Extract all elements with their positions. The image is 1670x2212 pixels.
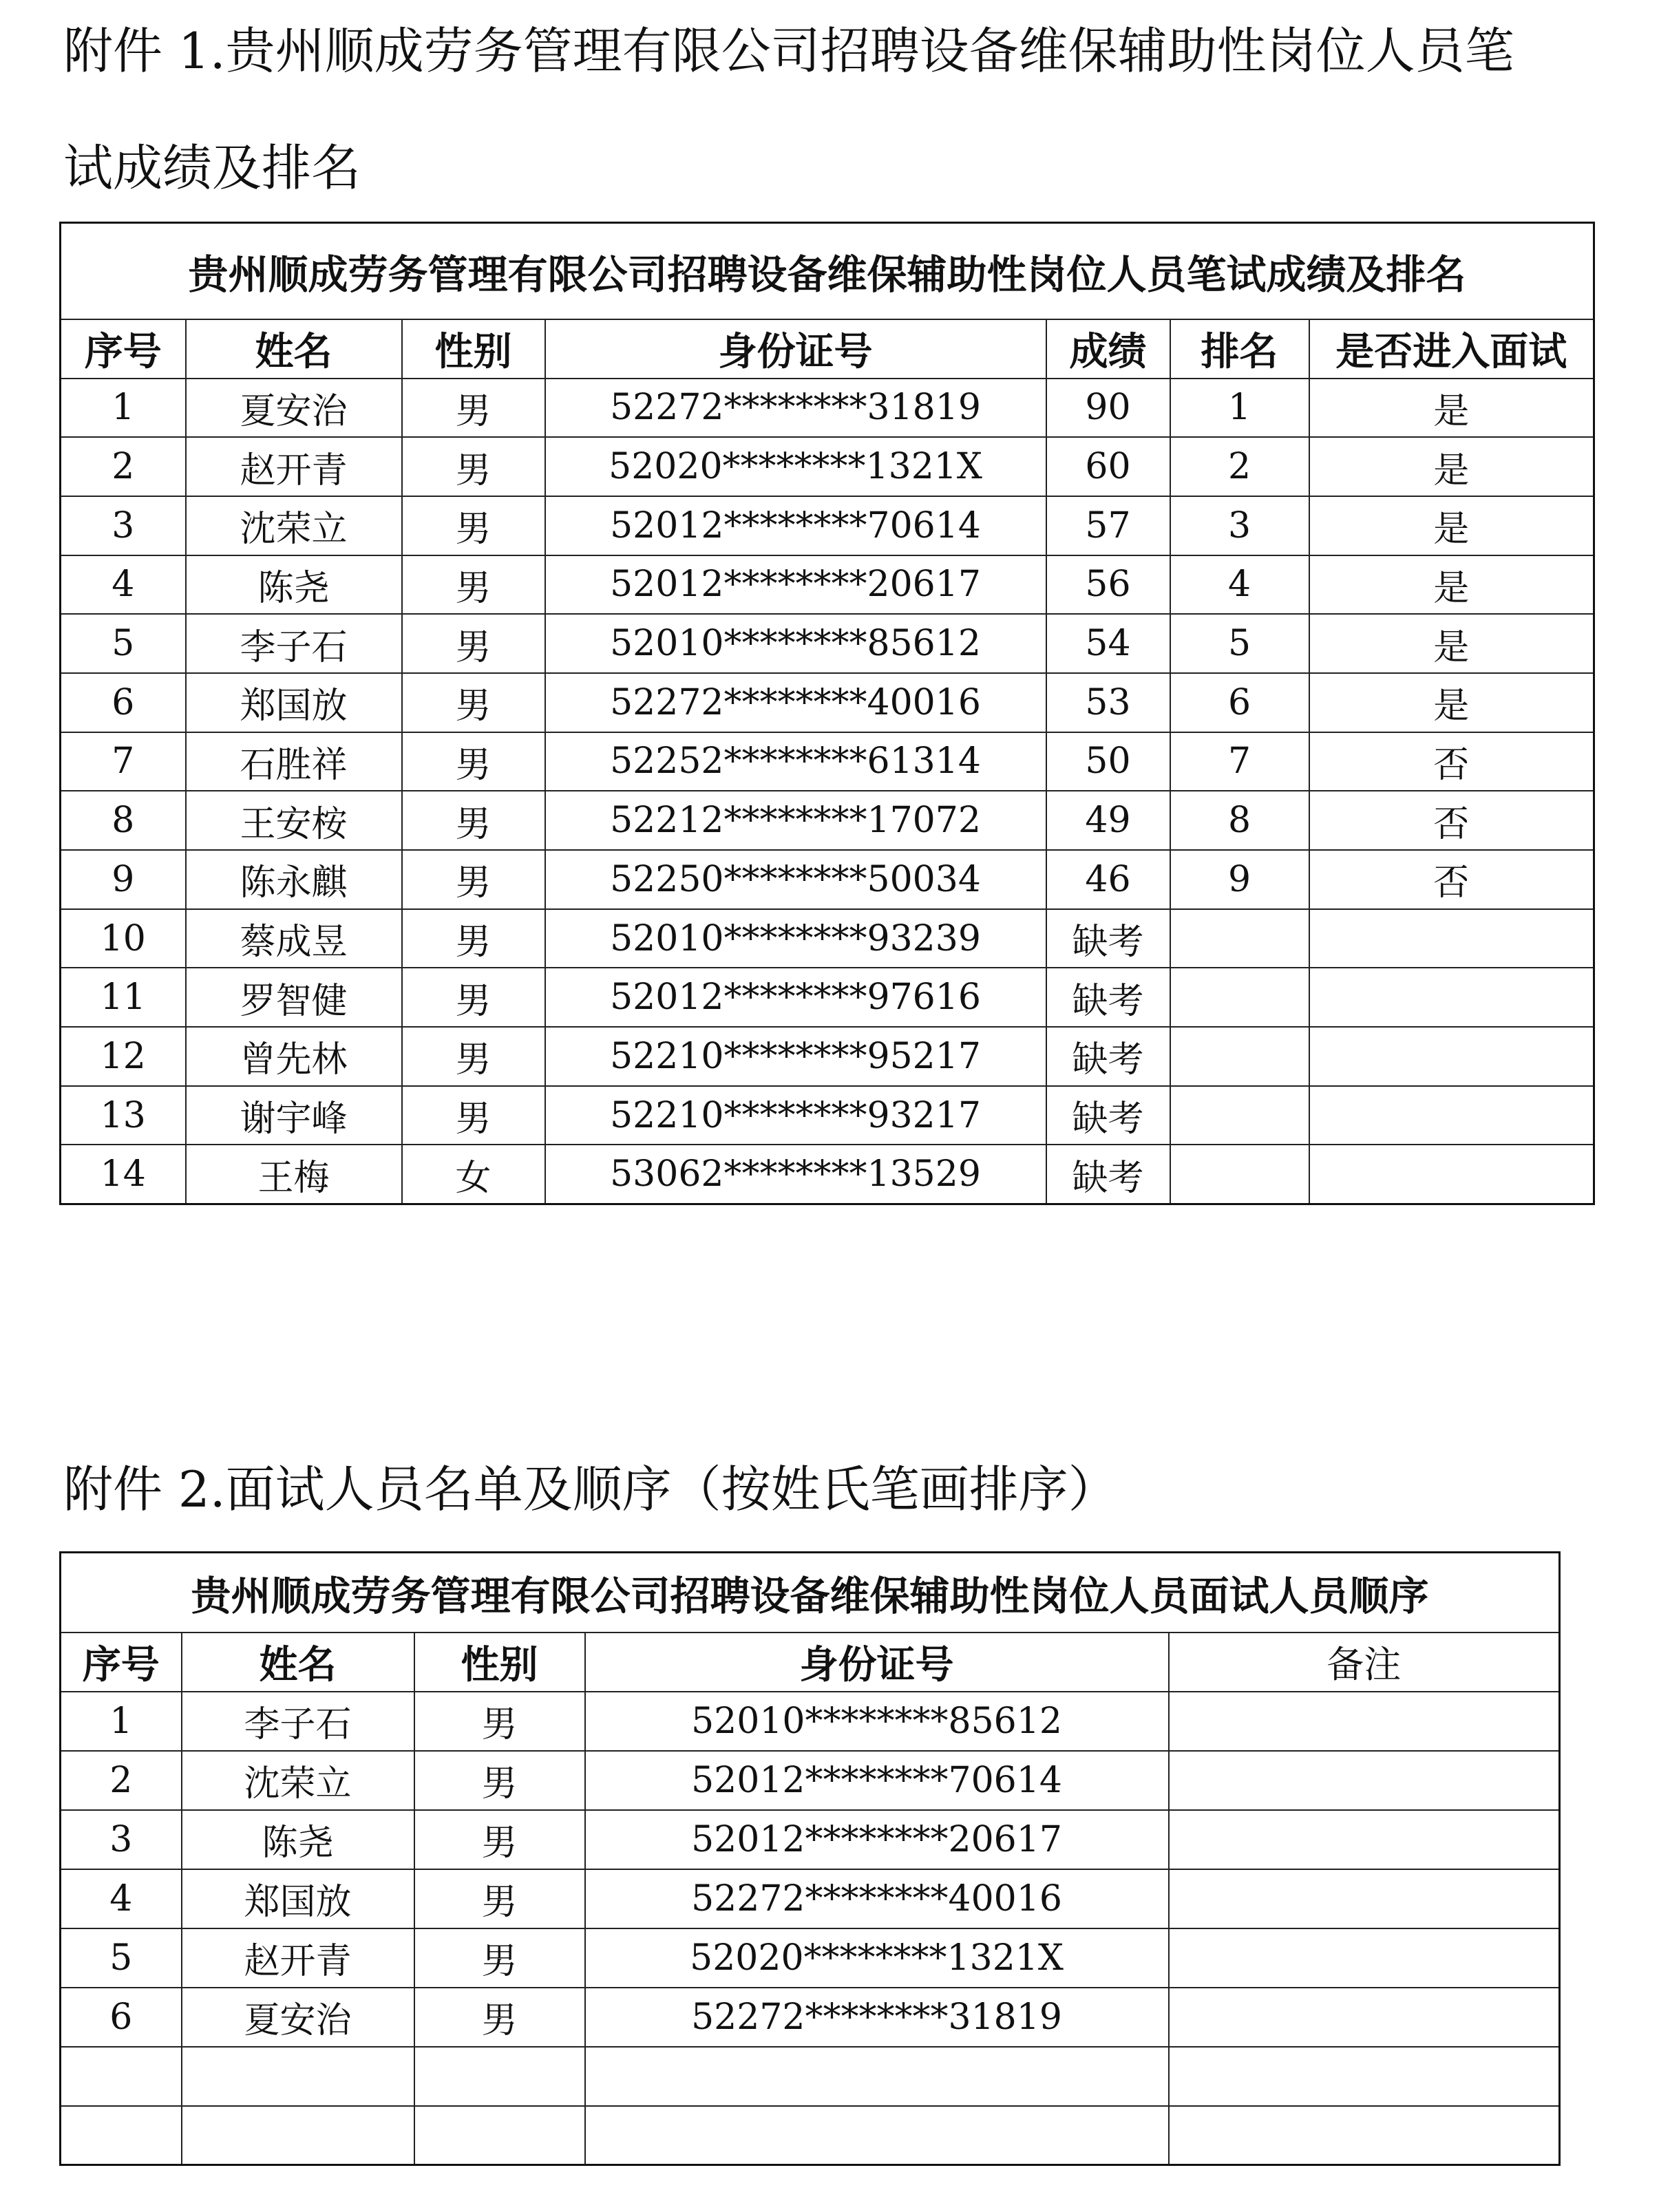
table-cell: 郑国放 — [182, 1869, 414, 1928]
table-cell: 54 — [1046, 614, 1170, 673]
table-cell: 90 — [1046, 379, 1170, 438]
table-cell — [1170, 1027, 1309, 1086]
table-cell: 52210********93217 — [545, 1086, 1046, 1145]
table-cell: 14 — [61, 1145, 186, 1204]
table-cell: 11 — [61, 968, 186, 1027]
table-row — [61, 1145, 1594, 1204]
table-cell: 石胜祥 — [186, 732, 402, 791]
table-cell: 4 — [1170, 555, 1309, 615]
table-cell: 是 — [1309, 496, 1594, 555]
table-cell: 4 — [61, 1869, 182, 1928]
table-cell: 5 — [61, 614, 186, 673]
table-cell: 10 — [61, 909, 186, 968]
table-cell — [1169, 1869, 1560, 1928]
table-cell: 缺考 — [1046, 1145, 1170, 1204]
table-cell: 曾先林 — [186, 1027, 402, 1086]
table-cell — [585, 2106, 1169, 2165]
table-cell: 李子石 — [186, 614, 402, 673]
table-cell: 5 — [1170, 614, 1309, 673]
table-cell: 男 — [402, 1086, 545, 1145]
table-row — [61, 1751, 1560, 1810]
table-cell — [61, 2047, 182, 2106]
table-cell — [182, 2106, 414, 2165]
table-cell: 是 — [1309, 555, 1594, 615]
table-cell: 男 — [414, 1988, 585, 2047]
table-cell: 男 — [414, 1928, 585, 1988]
attachment1-heading-line2: 试成绩及排名 — [63, 139, 361, 197]
table-cell — [1169, 2047, 1560, 2106]
column-header: 身份证号 — [585, 1633, 1169, 1692]
table-cell — [1169, 1751, 1560, 1810]
table-cell — [585, 2047, 1169, 2106]
table-cell: 男 — [402, 968, 545, 1027]
table-cell: 13 — [61, 1086, 186, 1145]
table-cell: 50 — [1046, 732, 1170, 791]
table-cell: 52272********40016 — [585, 1869, 1169, 1928]
table-row — [61, 732, 1594, 791]
table-cell: 52272********31819 — [545, 379, 1046, 438]
table-cell: 3 — [61, 1810, 182, 1869]
table-cell: 57 — [1046, 496, 1170, 555]
table-cell: 5 — [61, 1928, 182, 1988]
table-row — [61, 909, 1594, 968]
table-cell — [414, 2047, 585, 2106]
table-cell: 缺考 — [1046, 1086, 1170, 1145]
table-cell: 是 — [1309, 379, 1594, 438]
table-cell: 是 — [1309, 673, 1594, 732]
table-cell — [182, 2047, 414, 2106]
table-cell: 56 — [1046, 555, 1170, 615]
table-cell: 52012********70614 — [545, 496, 1046, 555]
table-cell: 8 — [1170, 791, 1309, 850]
table-title-row — [61, 223, 1594, 319]
table-cell: 52012********20617 — [585, 1810, 1169, 1869]
table-row — [61, 437, 1594, 496]
table-cell: 夏安治 — [186, 379, 402, 438]
table-cell: 7 — [1170, 732, 1309, 791]
table-header-row — [61, 1633, 1560, 1692]
table-cell: 是 — [1309, 437, 1594, 496]
table-cell — [1309, 1145, 1594, 1204]
table-row — [61, 379, 1594, 438]
table-cell: 夏安治 — [182, 1988, 414, 2047]
table-cell: 52012********97616 — [545, 968, 1046, 1027]
table-row — [61, 1027, 1594, 1086]
column-header: 序号 — [61, 319, 186, 379]
table-cell: 49 — [1046, 791, 1170, 850]
attachment1-heading-line1: 附件 1.贵州顺成劳务管理有限公司招聘设备维保辅助性岗位人员笔 — [63, 22, 1514, 80]
table-cell — [1170, 968, 1309, 1027]
table-cell — [1169, 1692, 1560, 1751]
table-row — [61, 1988, 1560, 2047]
table-cell — [1309, 909, 1594, 968]
table-cell — [1169, 1810, 1560, 1869]
column-header: 备注 — [1169, 1633, 1560, 1692]
table-cell: 2 — [61, 437, 186, 496]
table-cell: 谢宇峰 — [186, 1086, 402, 1145]
table-cell — [1170, 909, 1309, 968]
table-cell: 男 — [414, 1810, 585, 1869]
table-cell: 是 — [1309, 614, 1594, 673]
table-cell — [1169, 2106, 1560, 2165]
table-cell: 蔡成昱 — [186, 909, 402, 968]
table-row — [61, 968, 1594, 1027]
table-cell: 1 — [61, 379, 186, 438]
table-row — [61, 1928, 1560, 1988]
table-cell: 46 — [1046, 850, 1170, 909]
table-cell: 4 — [61, 555, 186, 615]
table-cell: 52252********61314 — [545, 732, 1046, 791]
table-cell: 男 — [402, 1027, 545, 1086]
attachment2-heading: 附件 2.面试人员名单及顺序（按姓氏笔画排序） — [63, 1460, 1118, 1518]
table-cell: 男 — [402, 379, 545, 438]
table-cell: 缺考 — [1046, 909, 1170, 968]
table-cell: 男 — [414, 1751, 585, 1810]
table-cell: 陈尧 — [186, 555, 402, 615]
table-cell: 男 — [402, 496, 545, 555]
table-cell: 陈尧 — [182, 1810, 414, 1869]
table-cell: 1 — [61, 1692, 182, 1751]
table-row — [61, 1692, 1560, 1751]
table-row — [61, 791, 1594, 850]
table-header-row — [61, 319, 1594, 379]
table-title: 贵州顺成劳务管理有限公司招聘设备维保辅助性岗位人员笔试成绩及排名 — [61, 223, 1594, 319]
table-cell: 缺考 — [1046, 1027, 1170, 1086]
table-cell: 60 — [1046, 437, 1170, 496]
table-title: 贵州顺成劳务管理有限公司招聘设备维保辅助性岗位人员面试人员顺序 — [61, 1553, 1560, 1633]
table-cell: 缺考 — [1046, 968, 1170, 1027]
table-cell: 6 — [61, 1988, 182, 2047]
table-cell: 52272********40016 — [545, 673, 1046, 732]
table-cell: 53062********13529 — [545, 1145, 1046, 1204]
table-cell: 52212********17072 — [545, 791, 1046, 850]
column-header: 是否进入面试 — [1309, 319, 1594, 379]
table-row — [61, 1086, 1594, 1145]
table-cell: 2 — [61, 1751, 182, 1810]
table-cell: 8 — [61, 791, 186, 850]
table-cell — [1169, 1988, 1560, 2047]
column-header: 性别 — [414, 1633, 585, 1692]
table-cell: 3 — [1170, 496, 1309, 555]
table-cell: 男 — [402, 850, 545, 909]
table-cell: 52250********50034 — [545, 850, 1046, 909]
table-cell: 52012********20617 — [545, 555, 1046, 615]
table-cell: 男 — [402, 909, 545, 968]
table-row — [61, 1869, 1560, 1928]
table-cell: 男 — [402, 673, 545, 732]
table-cell — [1170, 1086, 1309, 1145]
table-cell — [1309, 1027, 1594, 1086]
table-cell — [61, 2106, 182, 2165]
column-header: 性别 — [402, 319, 545, 379]
table-row — [61, 2106, 1560, 2165]
column-header: 序号 — [61, 1633, 182, 1692]
table-cell: 郑国放 — [186, 673, 402, 732]
table-cell: 李子石 — [182, 1692, 414, 1751]
table-cell: 52010********85612 — [545, 614, 1046, 673]
table-cell: 3 — [61, 496, 186, 555]
table-cell: 男 — [414, 1869, 585, 1928]
table-cell — [1309, 968, 1594, 1027]
table-cell: 罗智健 — [186, 968, 402, 1027]
table-cell: 52020********1321X — [585, 1928, 1169, 1988]
table-cell: 52010********93239 — [545, 909, 1046, 968]
table-cell: 男 — [402, 555, 545, 615]
table-cell — [1169, 1928, 1560, 1988]
table-cell: 王安桉 — [186, 791, 402, 850]
column-header: 成绩 — [1046, 319, 1170, 379]
table-cell: 53 — [1046, 673, 1170, 732]
table-cell: 6 — [1170, 673, 1309, 732]
table-cell: 男 — [402, 437, 545, 496]
table-cell: 52020********1321X — [545, 437, 1046, 496]
column-header: 排名 — [1170, 319, 1309, 379]
table-cell — [414, 2106, 585, 2165]
table-row — [61, 614, 1594, 673]
table-cell: 男 — [414, 1692, 585, 1751]
table-cell: 沈荣立 — [182, 1751, 414, 1810]
written-exam-results-table — [59, 222, 1595, 1205]
table-title-row — [61, 1553, 1560, 1633]
table-cell: 女 — [402, 1145, 545, 1204]
table-cell: 7 — [61, 732, 186, 791]
table-cell: 9 — [61, 850, 186, 909]
table-row — [61, 496, 1594, 555]
table-cell: 52012********70614 — [585, 1751, 1169, 1810]
table-cell — [1170, 1145, 1309, 1204]
table-row — [61, 555, 1594, 615]
table-cell — [1309, 1086, 1594, 1145]
column-header: 姓名 — [182, 1633, 414, 1692]
column-header: 姓名 — [186, 319, 402, 379]
table-cell: 沈荣立 — [186, 496, 402, 555]
table-row — [61, 673, 1594, 732]
table-cell: 2 — [1170, 437, 1309, 496]
table-cell: 52272********31819 — [585, 1988, 1169, 2047]
table-cell: 男 — [402, 614, 545, 673]
table-row — [61, 850, 1594, 909]
table-cell: 赵开青 — [182, 1928, 414, 1988]
table-cell: 52210********95217 — [545, 1027, 1046, 1086]
table-cell: 1 — [1170, 379, 1309, 438]
table-cell: 王梅 — [186, 1145, 402, 1204]
table-cell: 6 — [61, 673, 186, 732]
table-row — [61, 2047, 1560, 2106]
table-cell: 52010********85612 — [585, 1692, 1169, 1751]
table-cell: 否 — [1309, 732, 1594, 791]
table-cell: 12 — [61, 1027, 186, 1086]
table-cell: 男 — [402, 791, 545, 850]
table-cell: 赵开青 — [186, 437, 402, 496]
table-cell: 否 — [1309, 791, 1594, 850]
table-cell: 否 — [1309, 850, 1594, 909]
column-header: 身份证号 — [545, 319, 1046, 379]
table-row — [61, 1810, 1560, 1869]
table-cell: 9 — [1170, 850, 1309, 909]
table-cell: 男 — [402, 732, 545, 791]
table-cell: 陈永麒 — [186, 850, 402, 909]
interview-order-table — [59, 1551, 1561, 2166]
